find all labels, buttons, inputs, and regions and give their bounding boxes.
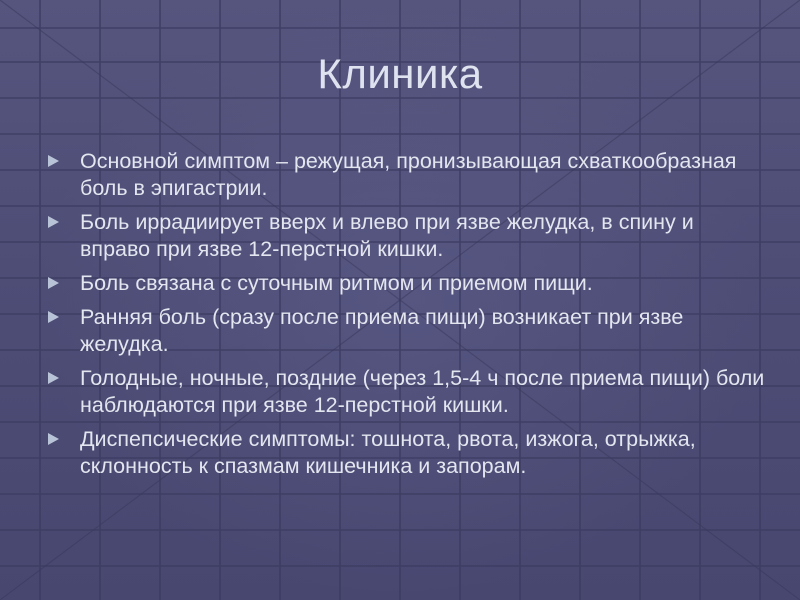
bullet-text: Голодные, ночные, поздние (через 1,5-4 ч после приема пищи) боли наблюдаются при язве 12-перстной кишки. [80, 366, 765, 417]
bullet-item [48, 304, 768, 358]
bullet-text: Боль связана с суточным ритмом и приемом пищи. [80, 271, 593, 295]
bullet-item [48, 426, 768, 480]
slide-title: Клиника [317, 50, 483, 97]
bullet-item [48, 148, 768, 202]
bullet-text: Диспепсические симптомы: тошнота, рвота, изжога, отрыжка, склонность к спазмам кишечника и запорам. [80, 427, 696, 478]
bullet-list [48, 148, 768, 487]
bullet-item [48, 270, 768, 297]
triangle-right-icon [48, 372, 59, 384]
bullet-item [48, 365, 768, 419]
triangle-right-icon [48, 155, 59, 167]
bullet-text: Основной симптом – режущая, пронизывающая схваткообразная боль в эпигастрии. [80, 149, 737, 200]
triangle-right-icon [48, 277, 59, 289]
bullet-item [48, 209, 768, 263]
triangle-right-icon [48, 216, 59, 228]
triangle-right-icon [48, 433, 59, 445]
bullet-text: Ранняя боль (сразу после приема пищи) возникает при язве желудка. [80, 305, 684, 356]
triangle-right-icon [48, 311, 59, 323]
bullet-text: Боль иррадиирует вверх и влево при язве желудка, в спину и вправо при язве 12-перстной кишки. [80, 210, 694, 261]
